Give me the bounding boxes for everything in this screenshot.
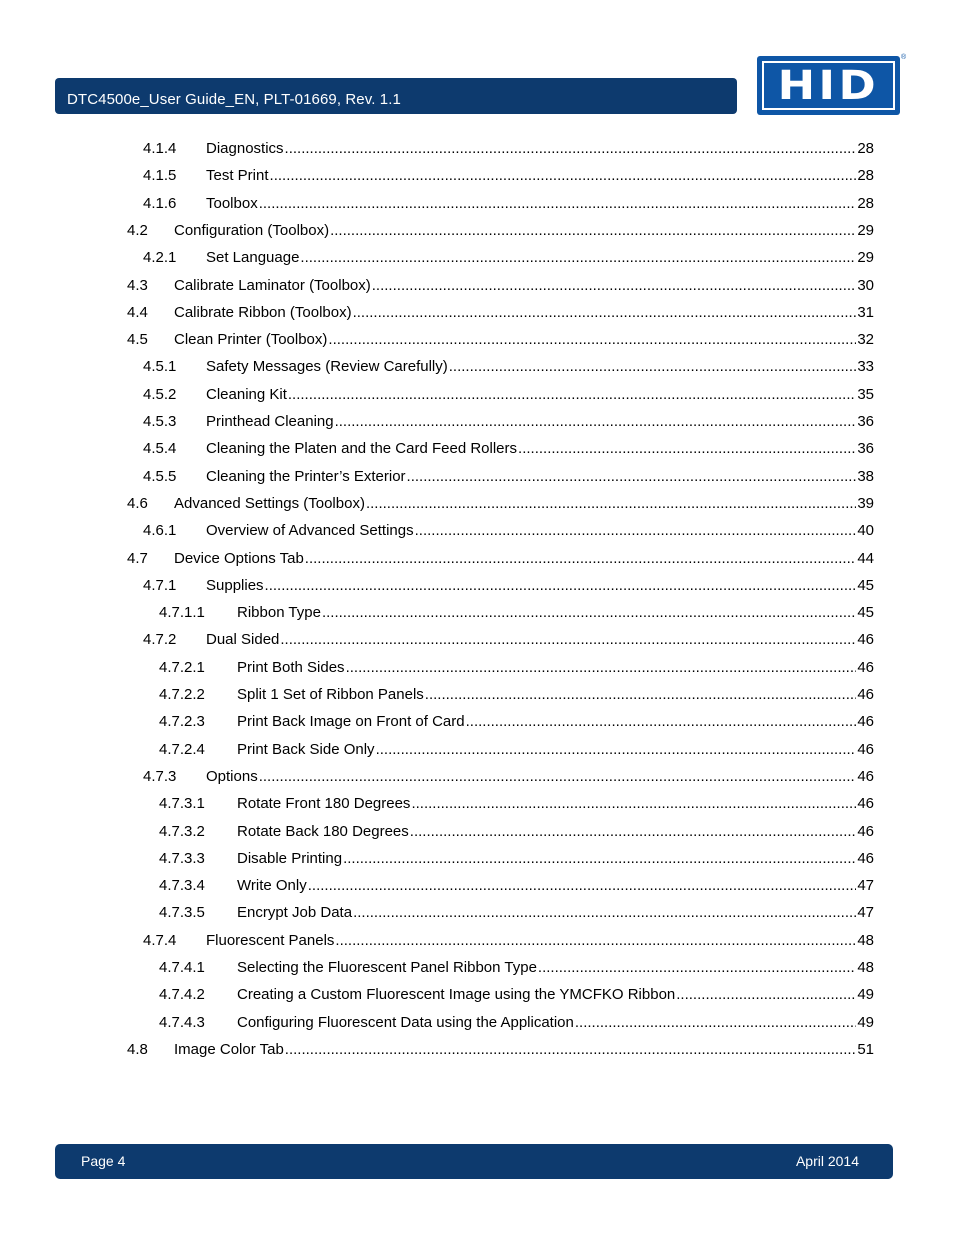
toc-dot-leader bbox=[676, 985, 856, 1005]
toc-entry-number: 4.3 bbox=[127, 276, 148, 294]
toc-entry[interactable] bbox=[143, 439, 874, 459]
toc-dot-leader bbox=[328, 330, 856, 350]
toc-entry[interactable] bbox=[127, 330, 874, 350]
toc-entry-number: 4.7.4 bbox=[143, 931, 177, 949]
toc-entry[interactable] bbox=[143, 467, 874, 487]
hid-logo bbox=[757, 56, 900, 115]
toc-entry-number: 4.5.2 bbox=[143, 385, 177, 403]
toc-entry-title: Rotate Front 180 Degrees bbox=[237, 795, 411, 813]
toc-entry-number: 4.7 bbox=[127, 549, 148, 567]
toc-entry[interactable] bbox=[143, 166, 874, 186]
toc-entry[interactable] bbox=[159, 876, 874, 896]
toc-entry-page: 28 bbox=[857, 140, 874, 157]
toc-entry[interactable] bbox=[127, 549, 874, 569]
toc-entry-title: Write Only bbox=[237, 877, 307, 895]
toc-entry-title: Cleaning the Printer’s Exterior bbox=[206, 467, 406, 485]
toc-entry[interactable] bbox=[127, 276, 874, 296]
toc-entry-number: 4.7.1.1 bbox=[159, 604, 205, 622]
toc-entry-title: Calibrate Laminator (Toolbox) bbox=[174, 276, 371, 294]
toc-entry-number: 4.7.3.5 bbox=[159, 904, 205, 922]
toc-dot-leader bbox=[308, 876, 857, 896]
toc-entry[interactable] bbox=[143, 357, 874, 377]
toc-dot-leader bbox=[415, 521, 857, 541]
toc-entry-title: Selecting the Fluorescent Panel Ribbon Type bbox=[237, 959, 537, 976]
toc-entry[interactable] bbox=[143, 521, 874, 541]
toc-entry-title: Cleaning the Platen and the Card Feed Rollers bbox=[206, 440, 518, 458]
toc-dot-leader bbox=[411, 794, 856, 814]
registered-mark: ® bbox=[901, 54, 907, 61]
toc-entry[interactable] bbox=[143, 576, 874, 596]
toc-entry-page: 38 bbox=[857, 467, 874, 485]
toc-entry-number: 4.1.4 bbox=[143, 140, 177, 157]
toc-entry[interactable] bbox=[143, 385, 874, 405]
toc-dot-leader bbox=[270, 166, 857, 186]
toc-entry-title: Advanced Settings (Toolbox) bbox=[174, 494, 365, 512]
footer-date: April 2014 bbox=[795, 1153, 859, 1169]
toc-entry[interactable] bbox=[143, 767, 874, 787]
toc-entry-title: Safety Messages (Review Carefully) bbox=[206, 358, 448, 376]
toc-entry-title: Overview of Advanced Settings bbox=[206, 522, 414, 540]
toc-entry-title: Encrypt Job Data bbox=[237, 904, 353, 922]
toc-entry-title: Diagnostics bbox=[206, 140, 284, 157]
toc-entry-page: 46 bbox=[857, 849, 874, 867]
toc-entry[interactable] bbox=[143, 248, 874, 268]
toc-entry-page: 48 bbox=[857, 931, 874, 949]
toc-entry-page: 39 bbox=[857, 494, 874, 512]
toc-entry-number: 4.7.3.3 bbox=[159, 849, 205, 867]
toc-entry-title: Split 1 Set of Ribbon Panels bbox=[237, 686, 424, 703]
toc-entry-title: Creating a Custom Fluorescent Image using the YMCFKO Ribbon bbox=[237, 986, 676, 1004]
toc-entry-number: 4.5 bbox=[127, 331, 148, 349]
toc-entry-page: 29 bbox=[857, 249, 874, 267]
toc-dot-leader bbox=[538, 958, 856, 978]
toc-entry-title: Supplies bbox=[206, 576, 264, 594]
toc-dot-leader bbox=[346, 658, 857, 678]
toc-dot-leader bbox=[353, 303, 857, 323]
toc-entry-number: 4.5.5 bbox=[143, 467, 177, 485]
toc-entry-number: 4.7.2.3 bbox=[159, 713, 205, 731]
toc-entry-title: Toolbox bbox=[206, 194, 258, 212]
toc-entry-number: 4.6 bbox=[127, 494, 148, 512]
toc-dot-leader bbox=[280, 630, 856, 650]
toc-dot-leader bbox=[322, 603, 856, 623]
toc-dot-leader bbox=[449, 357, 857, 377]
toc-entry[interactable] bbox=[143, 412, 874, 432]
toc-entry[interactable] bbox=[159, 849, 874, 869]
toc-entry[interactable] bbox=[159, 958, 874, 978]
toc-entry-title: Configuration (Toolbox) bbox=[174, 221, 330, 239]
toc-dot-leader bbox=[343, 849, 856, 869]
header-bar bbox=[55, 78, 737, 114]
toc-dot-leader bbox=[288, 385, 856, 405]
toc-entry-number: 4.6.1 bbox=[143, 522, 177, 540]
toc-entry-title: Printhead Cleaning bbox=[206, 413, 334, 430]
toc-entry-number: 4.7.2.2 bbox=[159, 686, 205, 703]
toc-entry-title: Image Color Tab bbox=[174, 1040, 284, 1058]
toc-entry[interactable] bbox=[159, 903, 874, 923]
toc-entry-page: 45 bbox=[857, 604, 874, 622]
toc-entry[interactable] bbox=[159, 985, 874, 1005]
toc-entry-page: 47 bbox=[857, 904, 874, 922]
toc-entry-page: 44 bbox=[857, 549, 874, 567]
toc-entry[interactable] bbox=[159, 712, 874, 732]
toc-dot-leader bbox=[518, 439, 856, 459]
toc-dot-leader bbox=[410, 822, 857, 842]
toc-entry[interactable] bbox=[159, 685, 874, 705]
toc-entry-number: 4.5.3 bbox=[143, 413, 177, 430]
toc-entry-page: 28 bbox=[857, 194, 874, 212]
toc-entry-title: Calibrate Ribbon (Toolbox) bbox=[174, 303, 352, 321]
toc-entry-number: 4.5.4 bbox=[143, 440, 177, 458]
toc-entry-title: Clean Printer (Toolbox) bbox=[174, 331, 328, 349]
toc-entry-page: 46 bbox=[857, 795, 874, 813]
toc-dot-leader bbox=[466, 712, 857, 732]
toc-entry-number: 4.7.3.2 bbox=[159, 822, 205, 840]
toc-entry-page: 28 bbox=[857, 167, 874, 185]
toc-entry-title: Print Both Sides bbox=[237, 658, 345, 676]
toc-dot-leader bbox=[366, 494, 856, 514]
toc-entry-number: 4.7.3.1 bbox=[159, 795, 205, 813]
toc-entry-title: Disable Printing bbox=[237, 849, 343, 867]
toc-entry-page: 51 bbox=[857, 1040, 874, 1058]
toc-entry-page: 31 bbox=[857, 303, 874, 321]
toc-dot-leader bbox=[353, 903, 856, 923]
toc-entry[interactable] bbox=[127, 494, 874, 514]
toc-entry-page: 30 bbox=[857, 276, 874, 294]
toc-entry-title: Print Back Side Only bbox=[237, 740, 375, 758]
toc-entry-page: 33 bbox=[857, 358, 874, 376]
toc-dot-leader bbox=[376, 740, 857, 760]
toc-entry-number: 4.7.2.1 bbox=[159, 658, 205, 676]
toc-entry-page: 46 bbox=[857, 631, 874, 649]
toc-entry[interactable] bbox=[143, 931, 874, 951]
toc-dot-leader bbox=[285, 1040, 857, 1060]
toc-entry[interactable] bbox=[159, 822, 874, 842]
toc-entry[interactable] bbox=[159, 658, 874, 678]
toc-entry[interactable] bbox=[143, 194, 874, 214]
toc-entry-title: Rotate Back 180 Degrees bbox=[237, 822, 409, 840]
toc-entry-title: Print Back Image on Front of Card bbox=[237, 713, 465, 731]
toc-entry-number: 4.7.4.3 bbox=[159, 1013, 205, 1031]
footer-page-number: Page 4 bbox=[81, 1153, 126, 1169]
toc-entry[interactable] bbox=[159, 740, 874, 760]
toc-entry-title: Options bbox=[206, 767, 258, 785]
toc-entry-page: 46 bbox=[857, 658, 874, 676]
toc-dot-leader bbox=[335, 931, 856, 951]
toc-entry-number: 4.5.1 bbox=[143, 358, 177, 376]
toc-entry-number: 4.7.4.1 bbox=[159, 959, 205, 976]
toc-entry[interactable] bbox=[143, 139, 874, 159]
toc-entry[interactable] bbox=[127, 1040, 874, 1060]
toc-entry-number: 4.8 bbox=[127, 1040, 148, 1058]
document-title: DTC4500e_User Guide_EN, PLT-01669, Rev. 1.1 bbox=[67, 90, 401, 108]
toc-entry-page: 46 bbox=[857, 686, 874, 703]
toc-entry-page: 45 bbox=[857, 576, 874, 594]
toc-entry-page: 47 bbox=[857, 877, 874, 895]
toc-entry-number: 4.4 bbox=[127, 303, 148, 321]
toc-entry[interactable] bbox=[159, 794, 874, 814]
hid-logo-text: HID bbox=[777, 62, 880, 109]
toc-entry[interactable] bbox=[127, 303, 874, 323]
toc-entry-page: 48 bbox=[857, 959, 874, 976]
toc-entry-title: Configuring Fluorescent Data using the Application bbox=[237, 1013, 574, 1031]
footer-bar bbox=[55, 1144, 893, 1179]
toc-dot-leader bbox=[259, 194, 857, 214]
toc-entry-page: 46 bbox=[857, 713, 874, 731]
toc-dot-leader bbox=[305, 549, 857, 569]
toc-entry-number: 4.7.1 bbox=[143, 576, 177, 594]
toc-entry[interactable] bbox=[159, 603, 874, 623]
toc-entry-number: 4.7.2 bbox=[143, 631, 177, 649]
toc-dot-leader bbox=[335, 412, 857, 432]
toc-entry-number: 4.1.6 bbox=[143, 194, 177, 212]
toc-entry-page: 36 bbox=[857, 440, 874, 458]
toc-entry-number: 4.7.4.2 bbox=[159, 986, 205, 1004]
toc-entry-page: 46 bbox=[857, 822, 874, 840]
toc-entry-number: 4.7.3.4 bbox=[159, 877, 205, 895]
toc-entry-title: Ribbon Type bbox=[237, 604, 321, 622]
toc-dot-leader bbox=[407, 467, 857, 487]
toc-dot-leader bbox=[259, 767, 857, 787]
toc-entry-page: 49 bbox=[857, 1013, 874, 1031]
toc-dot-leader bbox=[285, 139, 857, 159]
toc-dot-leader bbox=[425, 685, 857, 705]
toc-entry-number: 4.1.5 bbox=[143, 167, 177, 185]
toc-entry-title: Dual Sided bbox=[206, 631, 280, 649]
toc-entry-page: 29 bbox=[857, 221, 874, 239]
hid-logo-frame bbox=[762, 61, 895, 110]
toc-entry-number: 4.2 bbox=[127, 221, 148, 239]
toc-entry[interactable] bbox=[143, 630, 874, 650]
toc-entry-number: 4.7.2.4 bbox=[159, 740, 205, 758]
toc-entry-title: Set Language bbox=[206, 249, 300, 267]
toc-entry[interactable] bbox=[127, 221, 874, 241]
toc-dot-leader bbox=[372, 276, 857, 296]
toc-entry-page: 35 bbox=[857, 385, 874, 403]
toc-entry-title: Fluorescent Panels bbox=[206, 931, 335, 949]
toc-entry-page: 46 bbox=[857, 740, 874, 758]
toc-entry-page: 36 bbox=[857, 413, 874, 430]
toc-entry-title: Cleaning Kit bbox=[206, 385, 287, 403]
toc-entry-page: 46 bbox=[857, 767, 874, 785]
toc-entry-title: Test Print bbox=[206, 167, 269, 185]
toc-dot-leader bbox=[265, 576, 857, 596]
toc-entry-page: 32 bbox=[857, 331, 874, 349]
toc-entry-page: 40 bbox=[857, 522, 874, 540]
toc-entry[interactable] bbox=[159, 1013, 874, 1033]
toc-dot-leader bbox=[300, 248, 856, 268]
toc-dot-leader bbox=[330, 221, 856, 241]
toc-entry-number: 4.2.1 bbox=[143, 249, 177, 267]
toc-dot-leader bbox=[575, 1013, 856, 1033]
toc-entry-title: Device Options Tab bbox=[174, 549, 304, 567]
toc-entry-number: 4.7.3 bbox=[143, 767, 177, 785]
toc-entry-page: 49 bbox=[857, 986, 874, 1004]
